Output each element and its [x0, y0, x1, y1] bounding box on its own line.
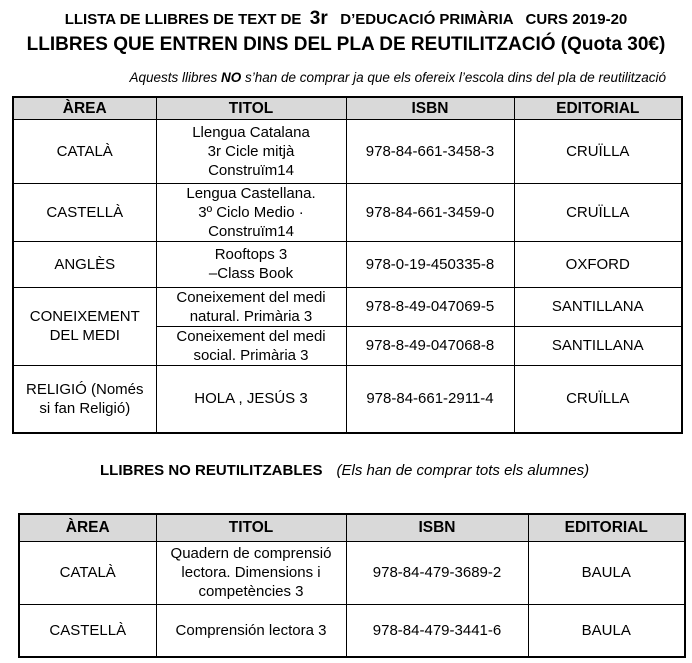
editorial-cell: OXFORD [514, 241, 682, 287]
title-cell: Quadern de comprensió lectora. Dimensions i competències 3 [156, 541, 346, 604]
note-text: s’han de comprar ja que els ofereix l’escola dins del pla de reutilització [245, 70, 666, 85]
area-cell: ANGLÈS [13, 241, 156, 287]
title-cell: Lengua Castellana. 3º Ciclo Medio · Construïm14 [156, 183, 346, 241]
isbn-cell: 978-84-661-3458-3 [346, 119, 514, 183]
table-row [13, 183, 682, 241]
note-bold: NO [221, 70, 242, 85]
non-reuse-books-table [18, 513, 686, 658]
note-text: Aquests llibres [129, 70, 218, 85]
title-cell: Coneixement del medi social. Primària 3 [156, 326, 346, 365]
table-header [19, 514, 685, 541]
non-reuse-heading [100, 462, 589, 479]
header-editorial: EDITORIAL [528, 514, 685, 541]
header-editorial: EDITORIAL [514, 97, 682, 119]
title-cell: Comprensión lectora 3 [156, 604, 346, 657]
header-titol: TITOL [156, 97, 346, 119]
title-cell: Rooftops 3 –Class Book [156, 241, 346, 287]
section-title: LLIBRES NO REUTILITZABLES [100, 462, 323, 479]
editorial-cell: BAULA [528, 541, 685, 604]
header-area: ÀREA [19, 514, 156, 541]
table-row [13, 119, 682, 183]
title-text: LLISTA DE LLIBRES DE TEXT DE [64, 11, 302, 28]
isbn-cell: 978-8-49-047069-5 [346, 287, 514, 326]
isbn-cell: 978-8-49-047068-8 [346, 326, 514, 365]
area-cell: RELIGIÓ (Només si fan Religió) [13, 365, 156, 433]
isbn-cell: 978-0-19-450335-8 [346, 241, 514, 287]
isbn-cell: 978-84-479-3689-2 [346, 541, 528, 604]
table-row [19, 604, 685, 657]
title-cell: Llengua Catalana 3r Cicle mitjà Construïm14 [156, 119, 346, 183]
grade: 3r [309, 8, 328, 29]
editorial-cell: SANTILLANA [514, 326, 682, 365]
reuse-note [129, 70, 666, 85]
area-cell: CATALÀ [13, 119, 156, 183]
title-cell: Coneixement del medi natural. Primària 3 [156, 287, 346, 326]
isbn-cell: 978-84-661-2911-4 [346, 365, 514, 433]
table-header [13, 97, 682, 119]
table-row [13, 241, 682, 287]
title-course: D’EDUCACIÓ PRIMÀRIA CURS 2019-20 [340, 11, 628, 28]
table-row [19, 541, 685, 604]
header-isbn: ISBN [346, 97, 514, 119]
editorial-cell: CRUÏLLA [514, 119, 682, 183]
editorial-cell: CRUÏLLA [514, 365, 682, 433]
area-cell: CASTELLÀ [19, 604, 156, 657]
header-area: ÀREA [13, 97, 156, 119]
document-title [0, 8, 692, 30]
table-row [13, 365, 682, 433]
reuse-books-table [12, 96, 683, 434]
section-note: (Els han de comprar tots els alumnes) [336, 462, 590, 479]
area-cell: CASTELLÀ [13, 183, 156, 241]
isbn-cell: 978-84-661-3459-0 [346, 183, 514, 241]
editorial-cell: SANTILLANA [514, 287, 682, 326]
isbn-cell: 978-84-479-3441-6 [346, 604, 528, 657]
header-titol: TITOL [156, 514, 346, 541]
table-row [13, 287, 682, 326]
reuse-subtitle: LLIBRES QUE ENTREN DINS DEL PLA DE REUTILITZACIÓ (Quota 30€) [26, 34, 666, 55]
title-cell: HOLA , JESÚS 3 [156, 365, 346, 433]
area-cell: CONEIXEMENT DEL MEDI [13, 287, 156, 365]
header-isbn: ISBN [346, 514, 528, 541]
area-cell: CATALÀ [19, 541, 156, 604]
editorial-cell: CRUÏLLA [514, 183, 682, 241]
editorial-cell: BAULA [528, 604, 685, 657]
